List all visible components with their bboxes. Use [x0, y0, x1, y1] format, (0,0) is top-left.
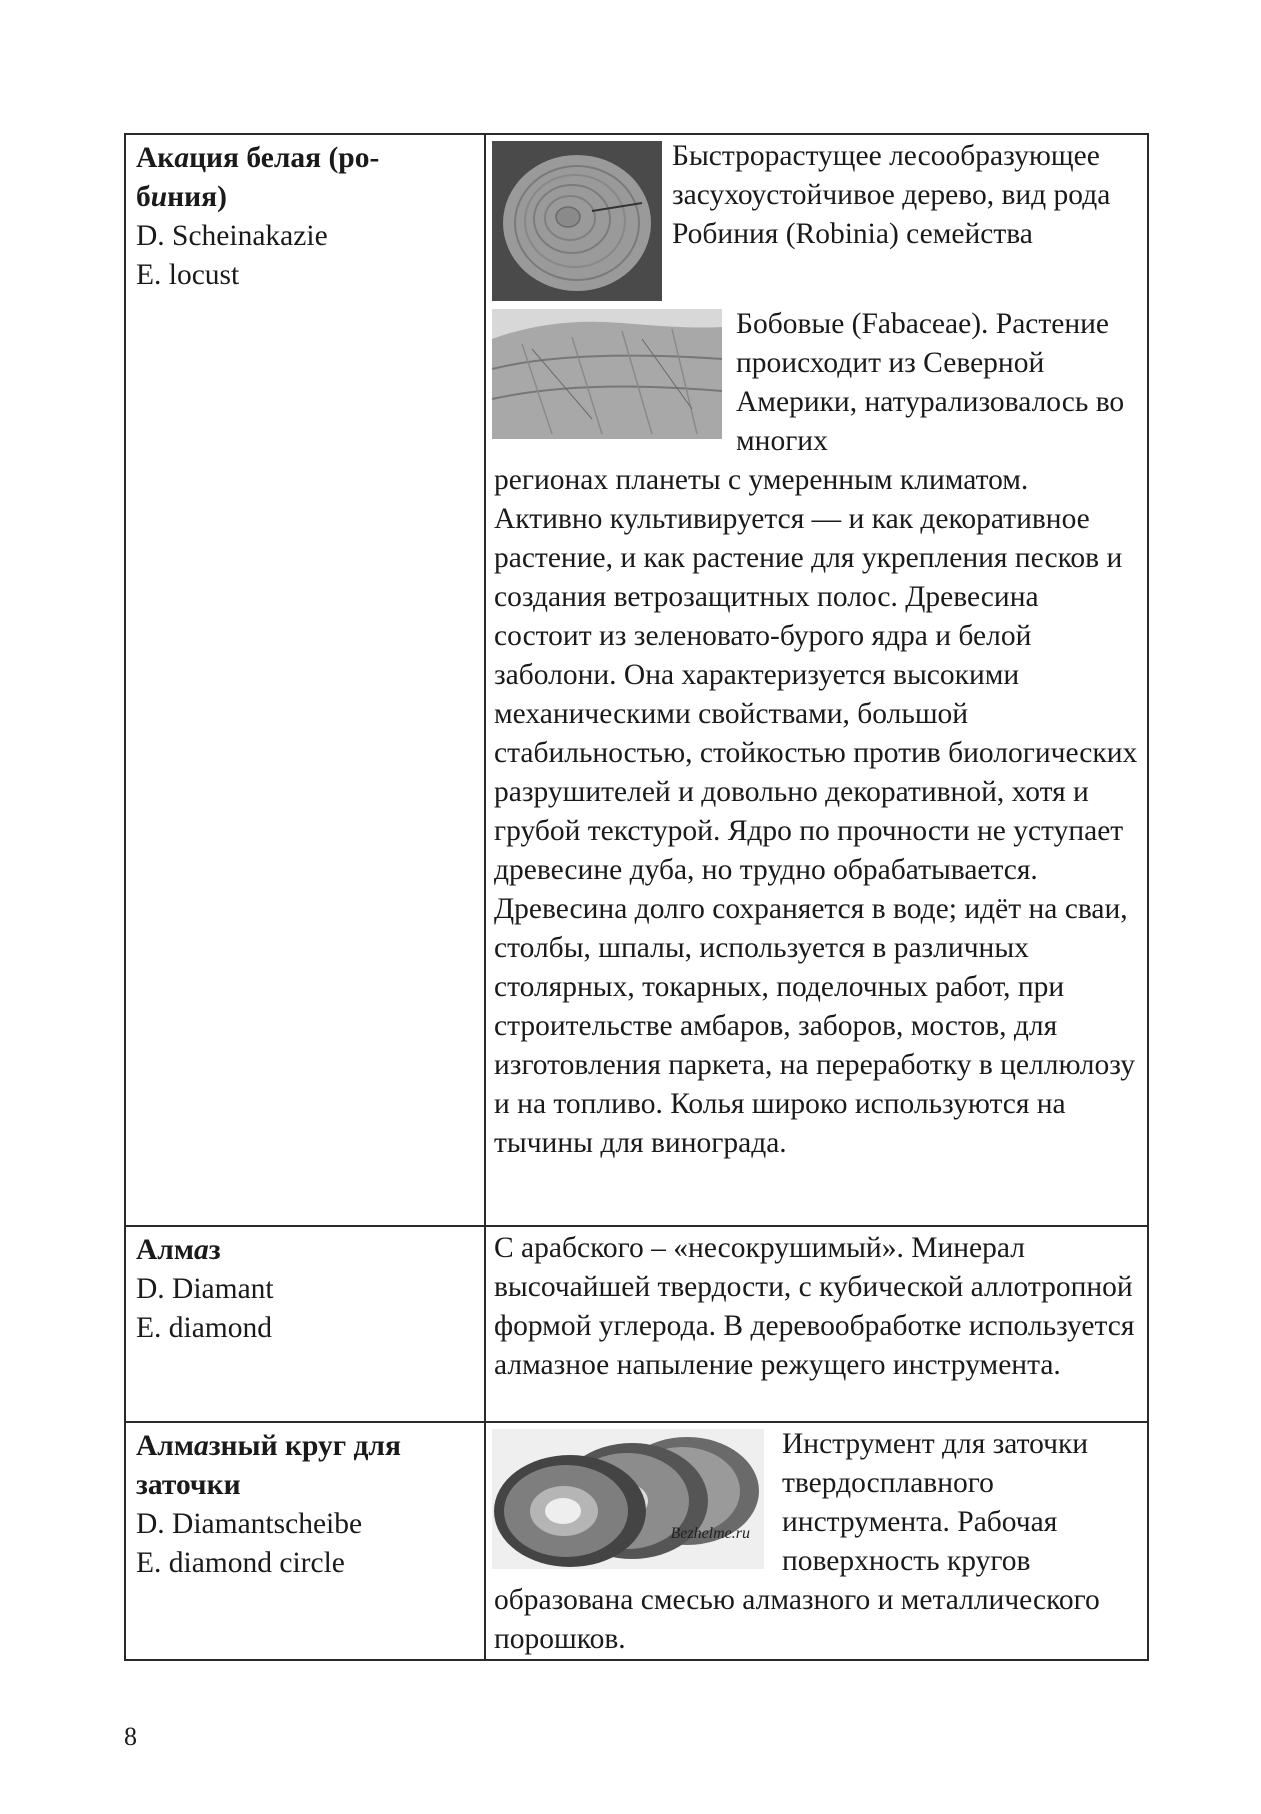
- term-german: D. Diamant: [136, 1273, 274, 1305]
- description-cell: [485, 1422, 1148, 1660]
- term-english: E. locust: [136, 259, 240, 291]
- description-text-part2: Бобовые (Fabaceae). Растение происходит из Северной Америки, натурализовалось во многих: [736, 308, 1125, 457]
- image-watermark: Bezhelme.ru: [670, 1525, 750, 1542]
- description-text-part1: Быстрорастущее лесообразующее засухоустойчивое дерево, вид рода Робиния (Robinia) семейства: [672, 140, 1111, 250]
- table-row: [125, 1226, 1148, 1422]
- description-text-part3: регионах планеты с умеренным климатом. Активно культивируется — и как декоративное растение, и как растение для укрепления песков и создания ветрозащитных полос. Древесина состоит из зеленовато-бурого ядра и белой заболони. Она характеризуется высокими механическими свойствами, большой стабильностью, стойкостью против биологических разрушителей и довольно декоративной, хотя и грубой текстурой. Ядро по прочности не уступает древесине дуба, но трудно обрабатывается. Древесина долго сохраняется в воде; идёт на сваи, столбы, шпалы, используется в различных столярных, токарных, поделочных работ, при строительстве амбаров, заборов, мостов, для изготовления паркета, на переработку в целлюлозу и на топливо. Колья широко используются на тычины для винограда.: [494, 464, 1138, 1159]
- term-german: D. Diamantscheibe: [136, 1508, 363, 1540]
- term-title: Алмазный круг для заточки: [136, 1430, 401, 1501]
- wood-texture-image: [492, 309, 722, 439]
- glossary-table: [124, 133, 1149, 1661]
- table-row: [125, 134, 1148, 1226]
- term-german: D. Scheinakazie: [136, 220, 328, 252]
- term-cell: [125, 134, 485, 1226]
- description-text: Инструмент для заточки твердосплавного инструмента. Рабочая поверхность кругов образована смесью алмазного и металлического порошков.: [494, 1428, 1100, 1655]
- description-cell: [485, 134, 1148, 1226]
- page-number: 8: [124, 1722, 137, 1751]
- term-title: Акация белая (ро-: [136, 142, 380, 174]
- term-cell: [125, 1422, 485, 1660]
- table-row: [125, 1422, 1148, 1660]
- term-english: E. diamond: [136, 1312, 273, 1344]
- wood-cross-section-image: [492, 141, 662, 301]
- term-title: Алмаз: [136, 1234, 221, 1266]
- term-cell: [125, 1226, 485, 1422]
- term-english: E. diamond circle: [136, 1547, 345, 1579]
- grinding-wheels-image: [492, 1429, 764, 1569]
- term-title-continued: биния): [136, 181, 227, 213]
- description-cell: [485, 1226, 1148, 1422]
- description-text: С арабского – «несокрушимый». Минерал высочайшей твердости, с кубической аллотропной формой углерода. В деревообработке используется алмазное напыление режущего инструмента.: [494, 1232, 1135, 1381]
